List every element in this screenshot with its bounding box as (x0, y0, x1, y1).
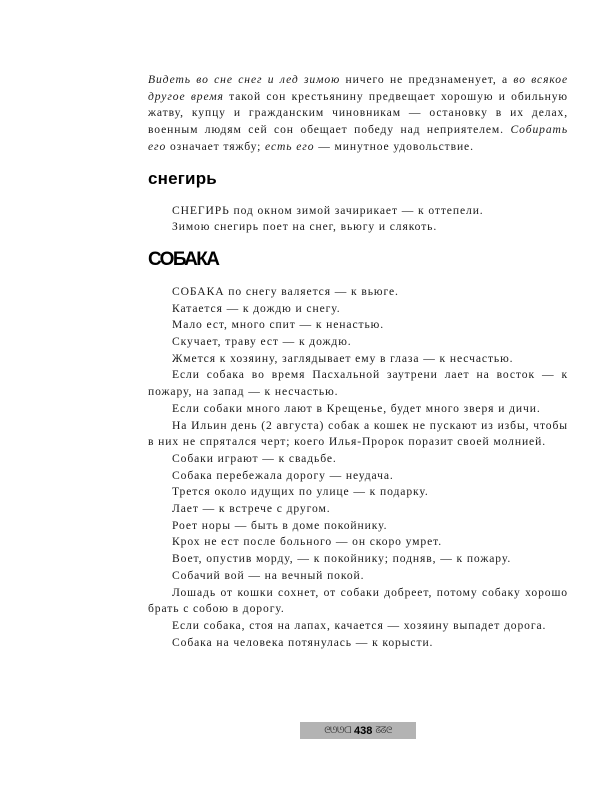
sobaka-paragraph: Лошадь от кошки сохнет, от собаки добреет, потому собаку хорошо брать с собою в дорогу. (148, 585, 568, 616)
intro-text-6: означает тяжбу; (166, 139, 266, 153)
intro-text-1: Видеть во сне снег и лед зимою (148, 73, 341, 86)
sobaka-paragraph: Скучает, траву ест — к дождю. (172, 335, 352, 349)
sobaka-paragraph: Собачий вой — на вечный покой. (172, 568, 365, 582)
ornament-right-icon: ᘔᘔᘓ (375, 725, 392, 736)
sobaka-paragraph: Жмется к хозяину, заглядывает ему в глаза — к несчастью. (172, 351, 514, 365)
intro-text-4: такой сон крестьянину предвещает хорошую и обильную жатву, купцу и гражданским чиновникам — остановку в их делах, военным людям сей сон обещает победу над неприятелем. (148, 89, 568, 137)
section-title-snegir: снегирь (148, 168, 217, 188)
ornament-left-icon: ᘓᘎᘎᗡ (324, 725, 351, 736)
page-number: 438 (353, 724, 373, 737)
sobaka-paragraph: Собака на человека потянулась — к корысти. (172, 635, 434, 649)
snegir-paragraph-1: СНЕГИРЬ под окном зимой зачирикает — к оттепели. (172, 203, 484, 217)
sobaka-paragraph: Если собака во время Пасхальной заутрени лает на восток — к пожару, на запад — к несчастью. (148, 368, 568, 399)
sobaka-paragraph: Если собака, стоя на лапах, качается — хозяину выпадет дорога. (172, 618, 547, 632)
page-content (148, 72, 568, 651)
intro-text-2: ничего не предзнаменует, а (340, 73, 514, 86)
sobaka-paragraph: На Ильин день (2 августа) собак а кошек не пускают из избы, чтобы в них не спрятался черт; коего Илья-Пророк поразит своей молнией. (148, 418, 568, 449)
intro-text-8: — минутное удовольствие. (314, 139, 474, 153)
sobaka-paragraph: Мало ест, много спит — к ненастью. (172, 318, 385, 332)
sobaka-paragraph: Роет норы — быть в доме покойнику. (172, 518, 388, 532)
sobaka-paragraph: Воет, опустив морду, — к покойнику; подняв, — к пожару. (172, 552, 512, 566)
intro-text-3: во всякое другое время (148, 73, 569, 103)
sobaka-paragraph: Катается — к дождю и снегу. (172, 301, 341, 315)
intro-text-7: есть его (265, 139, 315, 153)
sobaka-paragraph: Если собаки много лают в Крещенье, будет много зверя и дичи. (172, 401, 541, 415)
section-title-sobaka: СОБАКА (148, 248, 219, 270)
sobaka-paragraph: СОБАКА по снегу валяется — к вьюге. (172, 284, 399, 298)
sobaka-paragraph: Лает — к встрече с другом. (172, 502, 331, 516)
sobaka-paragraph: Трется около идущих по улице — к подарку. (172, 485, 429, 499)
snegir-paragraph-2: Зимою снегирь поет на снег, вьюгу и слякоть. (172, 220, 438, 234)
sobaka-paragraph: Собаки играют — к свадьбе. (172, 451, 337, 465)
sobaka-paragraph: Собака перебежала дорогу — неудача. (172, 468, 394, 482)
page-number-banner (300, 722, 416, 739)
intro-paragraph (148, 72, 568, 156)
sobaka-paragraph: Крох не ест после больного — он скоро умрет. (172, 535, 443, 549)
intro-text-5: Собирать его (148, 123, 568, 153)
